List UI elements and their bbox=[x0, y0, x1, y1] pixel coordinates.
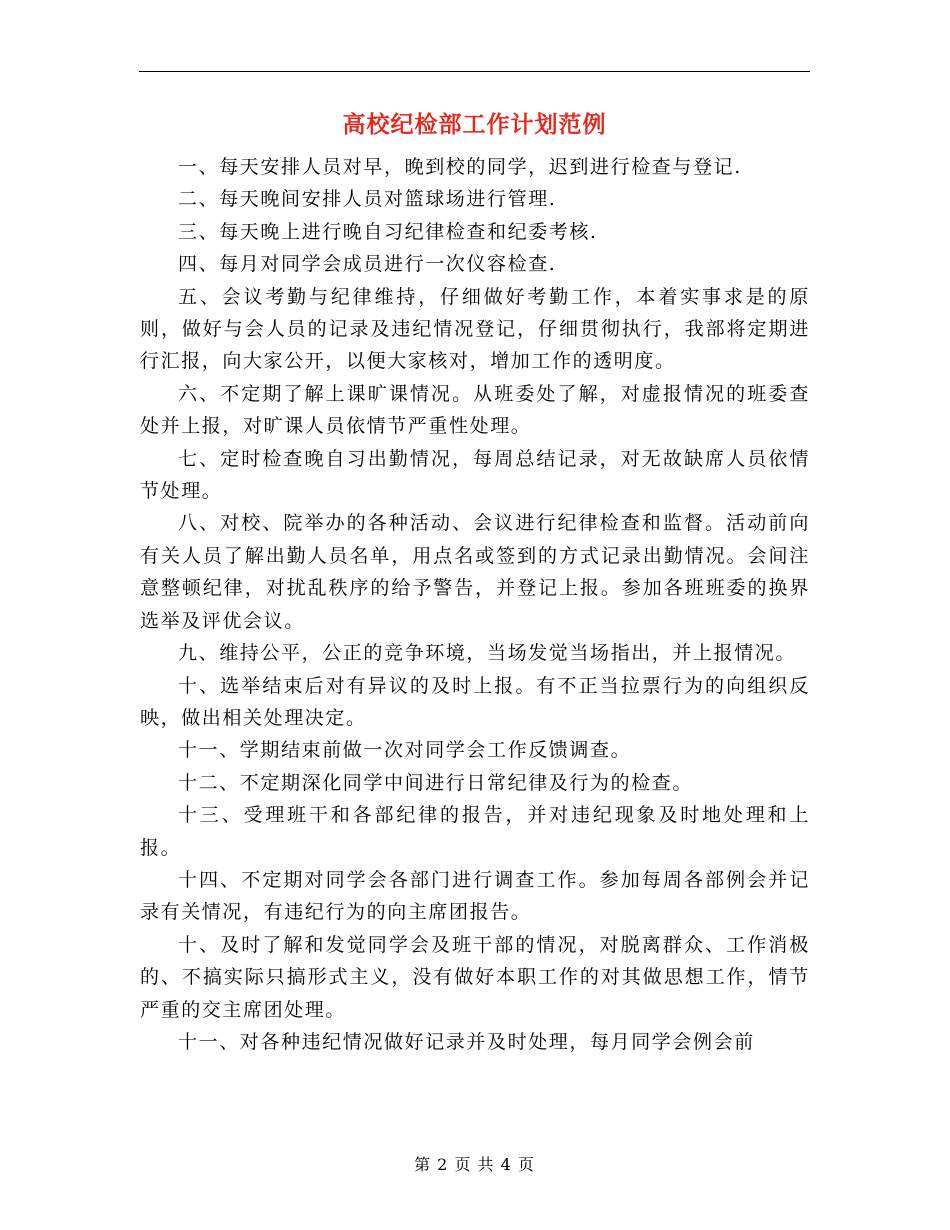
paragraph: 十、及时了解和发觉同学会及班干部的情况，对脱离群众、工作消极的、不搞实际只搞形式主义，没有做好本职工作的对其做思想工作，情节严重的交主席团处理。 bbox=[140, 933, 810, 1021]
paragraph: 十三、受理班干和各部纪律的报告，并对违纪现象及时地处理和上报。 bbox=[140, 804, 810, 859]
page-footer bbox=[139, 1153, 810, 1177]
paragraph: 二、每天晚间安排人员对篮球场进行管理. bbox=[178, 188, 557, 211]
paragraph: 十一、对各种违纪情况做好记录并及时处理，每月同学会例会前 bbox=[178, 1030, 755, 1053]
document-title: 高校纪检部工作计划范例 bbox=[342, 111, 607, 138]
paragraph: 五、会议考勤与纪律维持，仔细做好考勤工作，本着实事求是的原则，做好与会人员的记录及违纪情况登记，仔细贯彻执行，我部将定期进行汇报，向大家公开，以便大家核对，增加工作的透明度。 bbox=[140, 285, 810, 373]
page-number-label: 第 2 页 共 4 页 bbox=[414, 1155, 535, 1174]
paragraph: 十、选举结束后对有异议的及时上报。有不正当拉票行为的向组织反映，做出相关处理决定。 bbox=[140, 674, 810, 729]
paragraph: 六、不定期了解上课旷课情况。从班委处了解，对虚报情况的班委查处并上报，对旷课人员依情节严重性处理。 bbox=[140, 382, 810, 438]
paragraph: 十二、不定期深化同学中间进行日常纪律及行为的检查。 bbox=[178, 771, 694, 794]
paragraph: 七、定时检查晚自习出勤情况，每周总结记录，对无故缺席人员依情节处理。 bbox=[140, 447, 810, 503]
document-body bbox=[140, 151, 810, 1058]
paragraph: 四、每月对同学会成员进行一次仪容检查. bbox=[178, 253, 557, 276]
paragraph: 十一、学期结束前做一次对同学会工作反馈调查。 bbox=[178, 739, 632, 762]
paragraph: 十四、不定期对同学会各部门进行调查工作。参加每周各部例会并记录有关情况，有违纪行为的向主席团报告。 bbox=[140, 868, 810, 924]
paragraph: 八、对校、院举办的各种活动、会议进行纪律检查和监督。活动前向有关人员了解出勤人员名单，用点名或签到的方式记录出勤情况。会间注意整顿纪律，对扰乱秩序的给予警告，并登记上报。参加各班班委的换界选举及评优会议。 bbox=[140, 512, 810, 632]
paragraph: 九、维持公平，公正的竞争环境，当场发觉当场指出，并上报情况。 bbox=[178, 642, 797, 665]
header-rule bbox=[139, 71, 810, 72]
paragraph: 三、每天晚上进行晚自习纪律检查和纪委考核. bbox=[178, 220, 598, 243]
paragraph: 一、每天安排人员对早，晚到校的同学，迟到进行检查与登记. bbox=[178, 156, 742, 178]
